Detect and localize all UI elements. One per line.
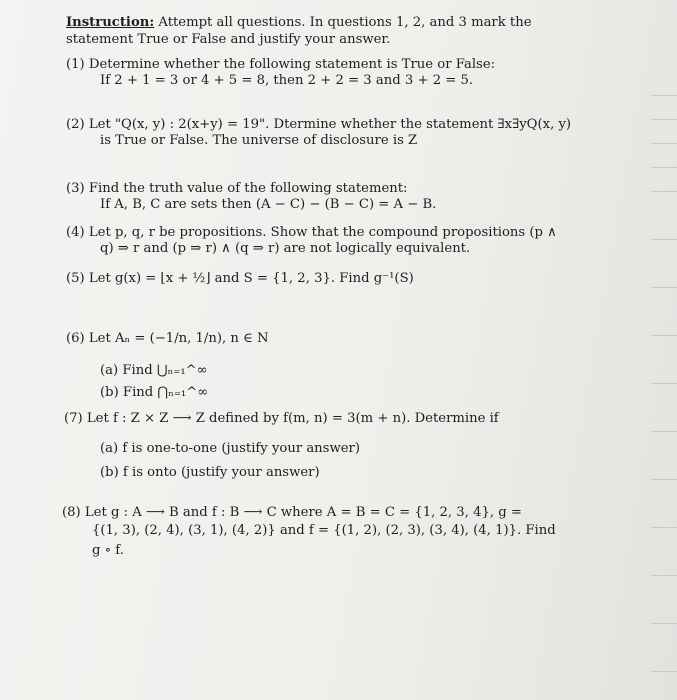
ruled-line	[651, 383, 677, 384]
ruled-line	[651, 479, 677, 480]
question-8-line-3: g ∘ f.	[92, 543, 124, 558]
question-number: (7)	[64, 411, 83, 426]
question-8	[62, 504, 522, 521]
question-number: (8)	[62, 505, 81, 520]
question-number: (2)	[66, 117, 85, 132]
instruction-label: Instruction:	[66, 15, 155, 30]
ruled-line	[651, 191, 677, 192]
ruled-line	[651, 95, 677, 96]
ruled-line	[651, 239, 677, 240]
question-8-line-2: {(1, 3), (2, 4), (3, 1), (4, 2)} and f = {(1, 2), (2, 3), (3, 4), (4, 1)}. Find	[92, 523, 556, 538]
question-text: Let f : Z × Z ⟶ Z defined by f(m, n) = 3(m + n). Determine if	[86, 411, 499, 426]
question-number: (3)	[66, 181, 85, 196]
question-1	[66, 56, 495, 73]
ruled-line	[651, 167, 677, 168]
ruled-line	[651, 335, 677, 336]
question-text: Let Aₙ = (−1/n, 1/n), n ∈ N	[88, 331, 269, 346]
question-6b: (b) Find ⋂ₙ₌₁^∞	[100, 385, 209, 400]
question-2	[66, 116, 571, 133]
question-number: (5)	[66, 271, 85, 286]
question-7	[64, 410, 499, 427]
question-3-line-2: If A, B, C are sets then (A − C) − (B − C) = A − B.	[100, 197, 437, 212]
question-text: Find the truth value of the following statement:	[88, 181, 408, 196]
ruled-line	[651, 287, 677, 288]
question-6	[66, 330, 269, 347]
instruction-text-1: Attempt all questions. In questions 1, 2, and 3 mark the	[158, 15, 532, 30]
instruction-line-1	[66, 14, 532, 31]
question-3	[66, 180, 407, 197]
question-7a: (a) f is one-to-one (justify your answer)	[100, 441, 360, 456]
question-4-line-2: q) ⇒ r and (p ⇒ r) ∧ (q ⇒ r) are not logically equivalent.	[100, 241, 471, 256]
question-2-line-2: is True or False. The universe of disclosure is Z	[100, 133, 418, 148]
question-text: Let g(x) = ⌊x + ½⌋ and S = {1, 2, 3}. Find g⁻¹(S)	[88, 271, 414, 286]
question-5	[66, 270, 414, 287]
ruled-line	[651, 671, 677, 672]
question-7b: (b) f is onto (justify your answer)	[100, 465, 320, 480]
ruled-line	[651, 575, 677, 576]
instruction-line-2: statement True or False and justify your answer.	[66, 32, 391, 47]
question-text: Determine whether the following statement is True or False:	[88, 57, 496, 72]
question-number: (6)	[66, 331, 85, 346]
ruled-line	[651, 143, 677, 144]
question-text: Let p, q, r be propositions. Show that the compound propositions (p ∧	[88, 225, 557, 240]
question-1-line-2: If 2 + 1 = 3 or 4 + 5 = 8, then 2 + 2 = 3 and 3 + 2 = 5.	[100, 73, 474, 88]
ruled-line	[651, 623, 677, 624]
question-4	[66, 224, 557, 241]
ruled-line	[651, 527, 677, 528]
question-number: (1)	[66, 57, 85, 72]
question-text: Let g : A ⟶ B and f : B ⟶ C where A = B = C = {1, 2, 3, 4}, g =	[84, 505, 522, 520]
question-text: Let "Q(x, y) : 2(x+y) = 19". Dtermine whether the statement ∃x∃yQ(x, y)	[88, 117, 572, 132]
ruled-line	[651, 119, 677, 120]
question-6a: (a) Find ⋃ₙ₌₁^∞	[100, 363, 208, 378]
ruled-line	[651, 431, 677, 432]
question-number: (4)	[66, 225, 85, 240]
